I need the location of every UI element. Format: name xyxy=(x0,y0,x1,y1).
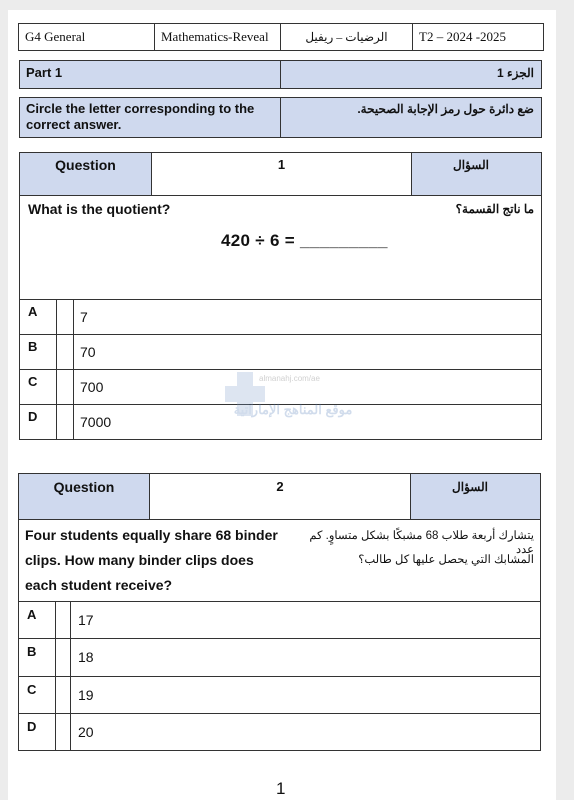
q1-text-ar: ما ناتج القسمة؟ xyxy=(455,202,534,216)
option-letter[interactable]: C xyxy=(20,370,57,405)
answer-box xyxy=(56,602,71,639)
option-value: 18 xyxy=(71,639,541,676)
header-table xyxy=(18,23,544,51)
option-value: 7 xyxy=(74,300,542,335)
watermark-brand: موقع المناهج الإماراتية xyxy=(233,402,353,417)
watermark xyxy=(225,372,355,432)
q1-option-a xyxy=(20,300,542,335)
q2-option-c xyxy=(19,676,541,713)
q1-option-b xyxy=(20,335,542,370)
part-label-en: Part 1 xyxy=(26,65,63,80)
q2-option-d xyxy=(19,713,541,750)
q2-label-en: Question xyxy=(19,474,150,520)
subject-cell: Mathematics-Reveal xyxy=(155,24,281,51)
option-value: 19 xyxy=(71,676,541,713)
question-2-header xyxy=(18,473,541,520)
q1-label-en: Question xyxy=(20,153,152,196)
option-value: 7000 xyxy=(74,405,542,440)
option-letter[interactable]: D xyxy=(19,713,56,750)
option-value: 17 xyxy=(71,602,541,639)
q2-option-b xyxy=(19,639,541,676)
term-cell: T2 – 2024 -2025 xyxy=(413,24,544,51)
q1-expression: 420 ÷ 6 = _________ xyxy=(221,231,388,250)
instruction-en: Circle the letter corresponding to the correct answer. xyxy=(26,101,255,132)
q2-number: 2 xyxy=(150,474,411,520)
q2-label-ar: السؤال xyxy=(411,474,541,520)
option-letter[interactable]: B xyxy=(19,639,56,676)
instruction-ar: ضع دائرة حول رمز الإجابة الصحيحة. xyxy=(357,102,534,116)
q2-options-table xyxy=(18,601,541,751)
answer-box xyxy=(56,676,71,713)
page-number: 1 xyxy=(276,779,286,798)
q2-text-en-2: clips. How many binder clips does xyxy=(25,552,254,568)
part-label-ar: الجزء 1 xyxy=(496,66,534,80)
option-value: 20 xyxy=(71,713,541,750)
q2-text-en-3: each student receive? xyxy=(25,577,173,593)
answer-box xyxy=(57,405,74,440)
instruction-divider xyxy=(280,97,281,138)
question-1-header xyxy=(19,152,542,196)
option-letter[interactable]: C xyxy=(19,676,56,713)
q2-text-en-1: Four students equally share 68 binder xyxy=(25,527,278,543)
option-letter[interactable]: D xyxy=(20,405,57,440)
grade-cell: G4 General xyxy=(19,24,155,51)
watermark-url: almanahj.com/ae xyxy=(259,374,320,383)
q1-number: 1 xyxy=(152,153,412,196)
subject-ar-cell: الرضيات – ريفيل xyxy=(281,24,413,51)
answer-box xyxy=(56,713,71,750)
answer-box xyxy=(57,370,74,405)
q1-text-en: What is the quotient? xyxy=(28,201,171,217)
answer-box xyxy=(57,335,74,370)
option-letter[interactable]: A xyxy=(19,602,56,639)
q2-option-a xyxy=(19,602,541,639)
answer-box xyxy=(57,300,74,335)
option-letter[interactable]: A xyxy=(20,300,57,335)
q1-label-ar: السؤال xyxy=(412,153,542,196)
part-divider xyxy=(280,60,281,89)
option-value: 700 xyxy=(74,370,542,405)
answer-box xyxy=(56,639,71,676)
option-value: 70 xyxy=(74,335,542,370)
q2-text-ar-2: المشابك التي يحصل عليها كل طالب؟ xyxy=(358,554,534,566)
q2-text-ar-1: يتشارك أربعة طلاب 68 مشبكًا بشكل متساوٍ. كم عدد xyxy=(309,530,534,556)
option-letter[interactable]: B xyxy=(20,335,57,370)
